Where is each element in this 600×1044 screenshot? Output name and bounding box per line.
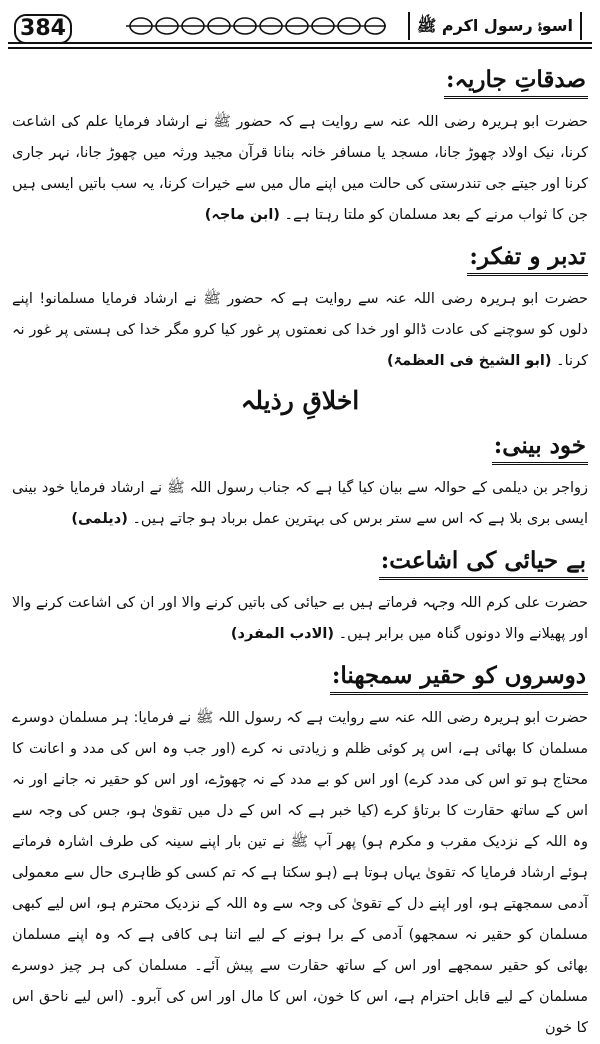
heading-doosron-ko-haqeer: دوسروں کو حقیر سمجھنا: bbox=[330, 660, 588, 695]
reference-citation: (ابن ماجہ) bbox=[204, 207, 280, 224]
header-rule bbox=[8, 42, 592, 44]
reference-citation: (دیلمی) bbox=[71, 511, 128, 528]
paragraph-behayai bbox=[12, 588, 588, 650]
running-title: اسوۂ رسول اکرم ﷺ bbox=[408, 12, 582, 40]
paragraph-khudbini bbox=[12, 473, 588, 535]
heading-sadqat-jariya: صدقاتِ جاریہ: bbox=[444, 64, 588, 99]
paragraph-tadabbur bbox=[12, 284, 588, 377]
heading-behayai: بے حیائی کی اشاعت: bbox=[379, 545, 588, 580]
paragraph-doosron-ko-haqeer bbox=[12, 703, 588, 1044]
reference-citation: (الادب المفرد) bbox=[230, 626, 334, 643]
header-rule bbox=[8, 47, 592, 49]
paragraph-text: حضرت ابو ہریرہ رضی اللہ عنہ سے روایت ہے کہ رسول اللہ ﷺ نے فرمایا: ہر مسلمان دوسرے مسلمان کا بھائی ہے، اس پر کوئی ظلم و زیادتی نہ کرے (اور جب وہ اس کی مدد و اعانت کا محتاج ہو تو اس کی مدد کرے) اور اس کو بے مدد کے نہ چھوڑے، اور اس کو حقیر نہ جانے اور نہ اس کے ساتھ حقارت کا برتاؤ کرے (کیا خبر ہے کہ اس کے دل میں تقویٰ ہو، جس کی وجہ سے وہ اللہ کے نزدیک مقرب و مکرم ہو) پھر آپ ﷺ نے تین بار اپنے سینہ کی طرف اشارہ فرماتے ہوئے ارشاد فرمایا کہ تقویٰ یہاں ہوتا ہے (ہو سکتا ہے کہ تم کسی کو ظاہری حال سے معمولی آدمی سمجھتے ہو، اور اپنے دل کے تقویٰ کی وجہ سے وہ اللہ کے نزدیک محترم ہو، اس لیے کبھی مسلمان کو حقیر نہ سمجھو) آدمی کے برا ہونے کے لیے اتنا ہی کافی ہے کہ وہ اپنے مسلمان بھائی کو حقیر سمجھے اور اس کے ساتھ حقارت سے پیش آئے۔ مسلمان کی ہر چیز دوسرے مسلمان کے لیے قابل احترام ہے، اس کا خون، اس کا مال اور اس کی آبرو۔ (اس لیے ناحق اس کا خون bbox=[12, 710, 588, 1037]
page-number: 384 bbox=[14, 14, 72, 44]
paragraph-text: حضرت ابو ہریرہ رضی اللہ عنہ سے روایت ہے کہ حضور ﷺ نے ارشاد فرمایا مسلمانو! اپنے دلوں کو سوچنے کی عادت ڈالو اور خدا کی نعمتوں پر غور کیا کرو مگر خدا کی ہستی پر غور نہ کرنا۔ bbox=[12, 291, 588, 370]
paragraph-text: حضرت علی کرم اللہ وجہہ فرماتے ہیں بے حیائی کی باتیں کرنے والا اور ان کی اشاعت کرنے والا اور پھیلانے والا دونوں گناہ میں برابر ہیں۔ bbox=[12, 595, 588, 643]
reference-citation: (ابو الشیخ فی العظمۃ) bbox=[386, 353, 552, 370]
chapter-title: اخلاقِ رذیلہ bbox=[240, 386, 360, 416]
paragraph-text: حضرت ابو ہریرہ رضی اللہ عنہ سے روایت ہے کہ حضور ﷺ نے ارشاد فرمایا علم کی اشاعت کرنا، نیک اولاد چھوڑ جانا، مسجد یا مسافر خانہ بنانا قرآن مجید ورثہ میں چھوڑ جانا، نہر جاری کرنا اور جیتے جی تندرستی کی حالت میں اپنے مال میں سے خیرات کرنا، یہ سب باتیں ایسی ہیں جن کا ثواب مرنے کے بعد مسلمان کو ملتا رہتا ہے۔ bbox=[12, 114, 588, 224]
heading-khudbini: خود بینی: bbox=[492, 430, 588, 465]
paragraph-sadqat-jariya bbox=[12, 107, 588, 231]
ornament-border bbox=[126, 12, 386, 40]
page-content bbox=[12, 62, 588, 1044]
paragraph-text: زواجر بن دیلمی کے حوالہ سے بیان کیا گیا ہے کہ جناب رسول اللہ ﷺ نے ارشاد فرمایا خود بینی ایسی بری بلا ہے کہ اس سے ستر برس کی بہترین عمل برباد ہو جاتے ہیں۔ bbox=[12, 480, 588, 528]
page-header bbox=[8, 8, 592, 52]
heading-tadabbur: تدبر و تفکر: bbox=[467, 241, 588, 276]
